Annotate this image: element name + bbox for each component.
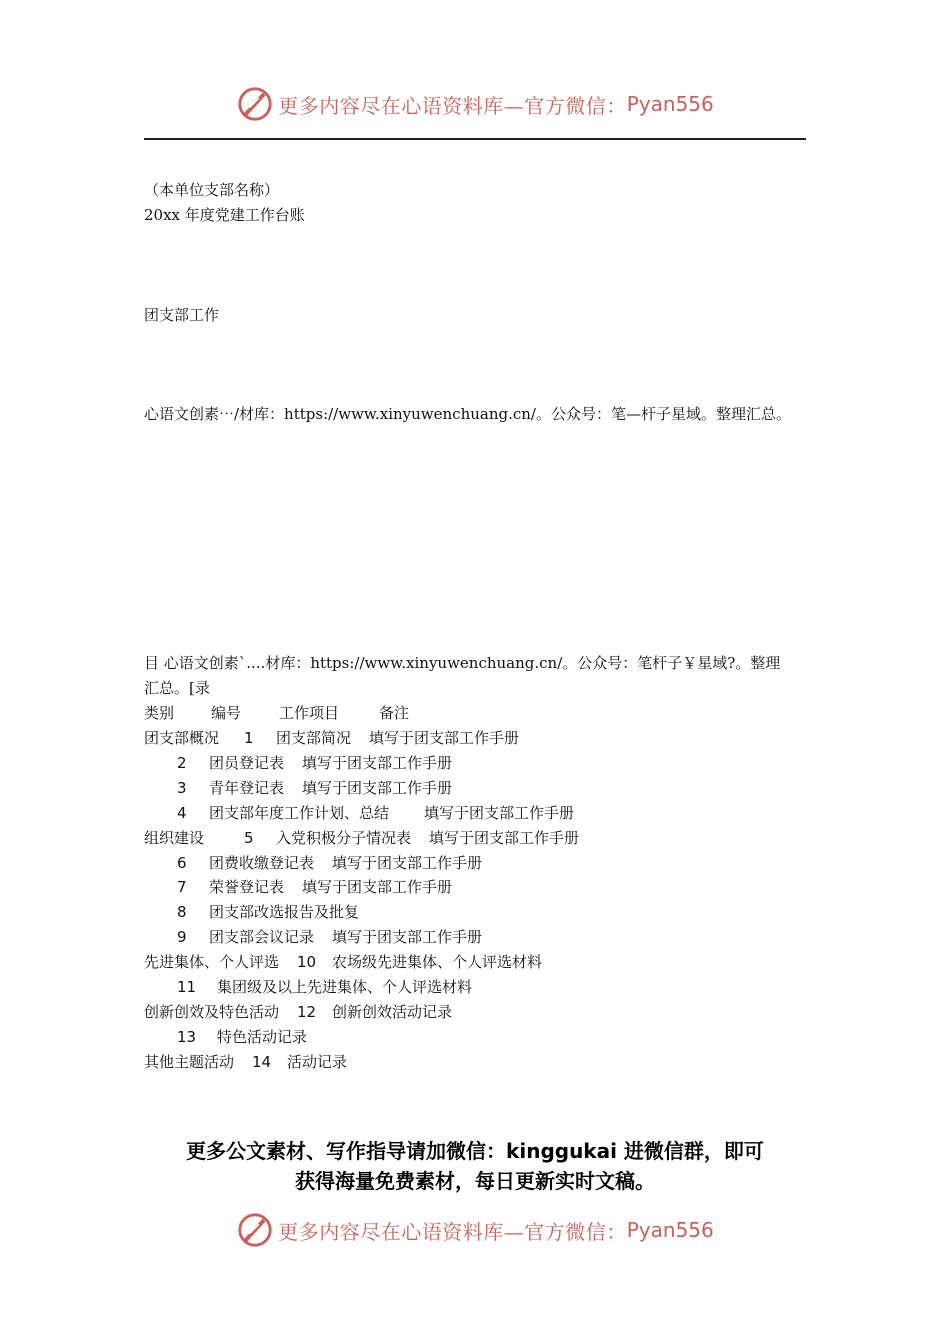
row-number: 14 [252,1052,272,1071]
row-work-item: 青年登记表 [209,778,285,797]
row-number: 1 [244,729,254,747]
row-number: 11 [177,978,197,996]
header-divider [144,138,806,140]
banner-wechat-id: Pyan556 [626,92,714,116]
quill-logo-icon [236,85,274,123]
row-number: 9 [177,928,187,947]
unit-name: （本单位支部名称） [144,181,280,199]
header-work-item: 工作项目 [279,704,340,722]
source-line: 心语文创素⋯/材库：https://www.xinyuwenchuang.cn/。公众号：笔—杆子星域。整理汇总。 [144,405,791,423]
table-row [144,877,806,897]
row-number: 4 [177,803,187,822]
footer-line-2: 获得海量免费素材，每日更新实时文稿。 [295,1169,655,1193]
table-row [144,1052,806,1072]
row-work-item: 农场级先进集体、个人评选材料 [332,953,543,972]
row-number: 8 [177,903,187,922]
row-note: 填写于团支部工作手册 [332,853,483,872]
row-work-item: 创新创效活动记录 [332,1002,453,1021]
row-category: 组织建设 [144,828,205,847]
table-row [144,778,806,798]
row-number: 2 [177,753,187,772]
section-heading: 团支部工作 [144,306,220,324]
table-row [144,728,806,748]
footer-line-1: 更多公文素材、写作指导请加微信：kinggukai 进微信群，即可 [186,1139,764,1163]
footer-notice [0,1136,950,1196]
row-work-item: 团支部简况 [276,729,352,747]
row-work-item: 活动记录 [287,1052,348,1071]
row-category: 创新创效及特色活动 [144,1002,280,1021]
row-work-item: 团员登记表 [209,753,285,772]
footer-banner [0,1208,950,1252]
row-category: 团支部概况 [144,729,220,747]
row-note: 填写于团支部工作手册 [369,729,520,747]
row-work-item: 荣誉登记表 [209,878,285,897]
header-banner [0,82,950,126]
row-note: 填写于团支部工作手册 [302,878,453,897]
quill-logo-icon [236,1211,274,1249]
table-row [144,1027,806,1047]
table-row [144,853,806,873]
table-row [144,803,806,823]
row-number: 5 [244,828,254,847]
table-row [144,828,806,848]
row-note: 填写于团支部工作手册 [332,928,483,947]
document-title: 20xx 年度党建工作台账 [144,206,305,224]
row-work-item: 特色活动记录 [217,1027,308,1046]
row-category: 其他主题活动 [144,1052,235,1071]
row-work-item: 入党积极分子情况表 [276,828,412,847]
row-work-item: 集团级及以上先进集体、个人评选材料 [217,978,473,996]
toc-line-1: 目 心语文创素`....材库：https://www.xinyuwenchuang.cn/。公众号：笔杆子￥星域?。整理 [144,654,781,672]
row-note: 填写于团支部工作手册 [302,778,453,797]
table-row [144,977,806,997]
table-row [144,927,806,947]
banner-wechat-id: Pyan556 [626,1218,714,1242]
table-row [144,1002,806,1022]
table-row [144,753,806,773]
row-work-item: 团费收缴登记表 [209,853,315,872]
row-number: 13 [177,1027,197,1046]
header-number: 编号 [211,704,242,722]
row-work-item: 团支部年度工作计划、总结 [209,803,390,822]
row-work-item: 团支部改选报告及批复 [209,903,360,922]
row-note: 填写于团支部工作手册 [424,803,575,822]
header-category: 类别 [144,704,175,722]
table-row [144,902,806,922]
row-note: 填写于团支部工作手册 [429,828,580,847]
toc-line-2: 汇总。[录 [144,679,210,697]
row-number: 3 [177,778,187,797]
row-number: 6 [177,853,187,872]
table-row [144,952,806,972]
banner-text: 更多内容尽在心语资料库—官方微信： [278,93,627,118]
row-work-item: 团支部会议记录 [209,928,315,947]
header-note: 备注 [379,704,410,722]
row-number: 7 [177,878,187,897]
row-note: 填写于团支部工作手册 [302,753,453,772]
row-number: 10 [297,953,317,972]
row-category: 先进集体、个人评选 [144,953,280,972]
table-header [144,703,806,723]
banner-text: 更多内容尽在心语资料库—官方微信： [278,1219,627,1244]
row-number: 12 [297,1002,317,1021]
